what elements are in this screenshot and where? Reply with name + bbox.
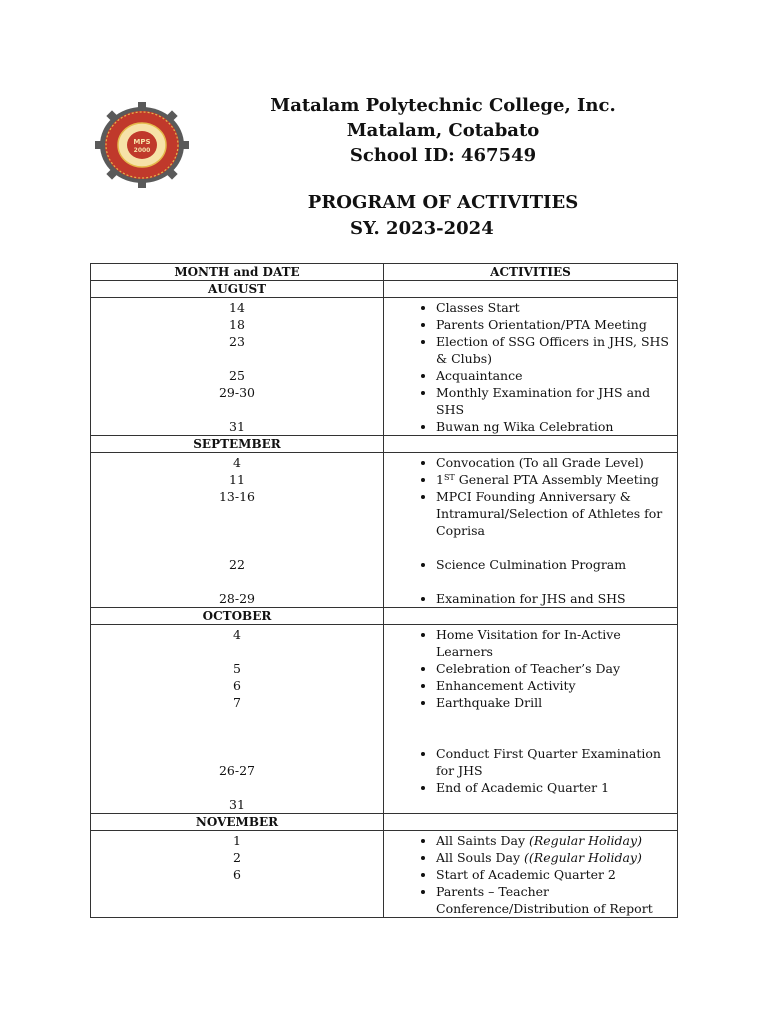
- date-cell: [91, 539, 383, 556]
- college-name: Matalam Polytechnic College, Inc.: [270, 95, 616, 116]
- holiday-note: (Regular Holiday): [529, 833, 642, 848]
- activity-text: All Souls Day: [436, 850, 521, 865]
- list-item: • Examination for JHS and SHS: [436, 590, 677, 607]
- list-item: • Acquaintance: [436, 367, 677, 384]
- month-row: [91, 281, 678, 298]
- activity-text: General PTA Assembly Meeting: [458, 472, 659, 487]
- table-header-row: [91, 264, 678, 281]
- date-cell: 28-29: [218, 591, 256, 606]
- list-item: • Classes Start: [436, 299, 677, 316]
- date-cell: 14: [229, 300, 245, 315]
- month-name: OCTOBER: [91, 608, 384, 625]
- list-item: [436, 832, 677, 849]
- svg-text:2000: 2000: [133, 147, 151, 154]
- activities-table: [90, 263, 678, 918]
- date-cell: [91, 745, 383, 762]
- list-item: • Convocation (To all Grade Level): [436, 454, 677, 471]
- date-cell: 7: [233, 695, 241, 710]
- list-item: • Celebration of Teacher’s Day: [436, 660, 677, 677]
- date-cell: [91, 779, 383, 796]
- month-name: AUGUST: [91, 281, 384, 298]
- date-cell: 26-27: [218, 763, 256, 778]
- table-row: [91, 831, 678, 918]
- list-item: • Home Visitation for In-Active Learners: [436, 626, 677, 660]
- activity-list: [384, 453, 678, 608]
- date-cell: 18: [229, 317, 245, 332]
- date-list: [91, 298, 384, 436]
- date-cell: 22: [229, 557, 245, 572]
- date-cell: [91, 505, 383, 522]
- list-item: • Election of SSG Officers in JHS, SHS & Clubs): [436, 333, 677, 367]
- list-item: • Conduct First Quarter Examination for JHS: [436, 745, 677, 779]
- list-item: [436, 849, 677, 866]
- list-item: • End of Academic Quarter 1: [436, 779, 677, 796]
- list-item: • Monthly Examination for JHS and SHS: [436, 384, 677, 418]
- col-header-activities: ACTIVITIES: [384, 264, 678, 281]
- list-item: • Parents Orientation/PTA Meeting: [436, 316, 677, 333]
- list-item: [436, 471, 677, 488]
- list-item: • Buwan ng Wika Celebration: [436, 418, 677, 435]
- date-cell: 11: [229, 472, 245, 487]
- col-header-date: MONTH and DATE: [91, 264, 384, 281]
- date-cell: [91, 643, 383, 660]
- table-row: [91, 453, 678, 608]
- list-item: • Parents – Teacher Conference/Distribution of Report: [436, 883, 677, 917]
- list-item: • MPCI Founding Anniversary & Intramural/Selection of Athletes for Coprisa: [436, 488, 677, 539]
- activity-text: All Saints Day: [436, 833, 526, 848]
- date-cell: [91, 522, 383, 539]
- activity-list: [384, 625, 678, 814]
- svg-text:MPS: MPS: [133, 138, 151, 146]
- date-cell: 6: [233, 867, 241, 882]
- school-id: School ID: 467549: [349, 145, 537, 166]
- month-row: [91, 814, 678, 831]
- date-cell: 25: [229, 368, 245, 383]
- date-cell: 4: [233, 455, 241, 470]
- table-row: [91, 625, 678, 814]
- date-cell: [91, 711, 383, 728]
- date-cell: 29-30: [218, 385, 256, 400]
- college-location: Matalam, Cotabato: [346, 120, 540, 141]
- date-cell: 6: [233, 678, 241, 693]
- ordinal-number: 1: [436, 472, 444, 487]
- date-list: [91, 453, 384, 608]
- date-cell: [91, 401, 383, 418]
- date-cell: 13-16: [218, 489, 256, 504]
- month-row: [91, 608, 678, 625]
- date-cell: 23: [229, 334, 245, 349]
- activity-list: [384, 298, 678, 436]
- date-cell: [91, 728, 383, 745]
- college-seal-logo: [92, 102, 192, 188]
- month-name: NOVEMBER: [91, 814, 384, 831]
- list-item: • Science Culmination Program: [436, 556, 677, 573]
- date-cell: 2: [233, 850, 241, 865]
- table-row: [91, 298, 678, 436]
- holiday-note: ((Regular Holiday): [524, 850, 642, 865]
- date-cell: [91, 350, 383, 367]
- header-block: [200, 93, 686, 168]
- date-list: [91, 625, 384, 814]
- list-item: • Earthquake Drill: [436, 694, 677, 711]
- date-list: [91, 831, 384, 918]
- date-cell: 5: [233, 661, 241, 676]
- activity-list: [384, 831, 678, 918]
- ordinal-suffix: ST: [443, 473, 455, 482]
- date-cell: [91, 573, 383, 590]
- date-cell: 1: [233, 833, 241, 848]
- date-cell: 31: [229, 797, 245, 812]
- program-title: PROGRAM OF ACTIVITIES: [307, 192, 579, 213]
- school-year: SY. 2023-2024: [350, 218, 494, 239]
- date-cell: 4: [233, 627, 241, 642]
- list-item: • Start of Academic Quarter 2: [436, 866, 677, 883]
- month-row: [91, 436, 678, 453]
- list-item: • Enhancement Activity: [436, 677, 677, 694]
- month-name: SEPTEMBER: [91, 436, 384, 453]
- date-cell: 31: [229, 419, 245, 434]
